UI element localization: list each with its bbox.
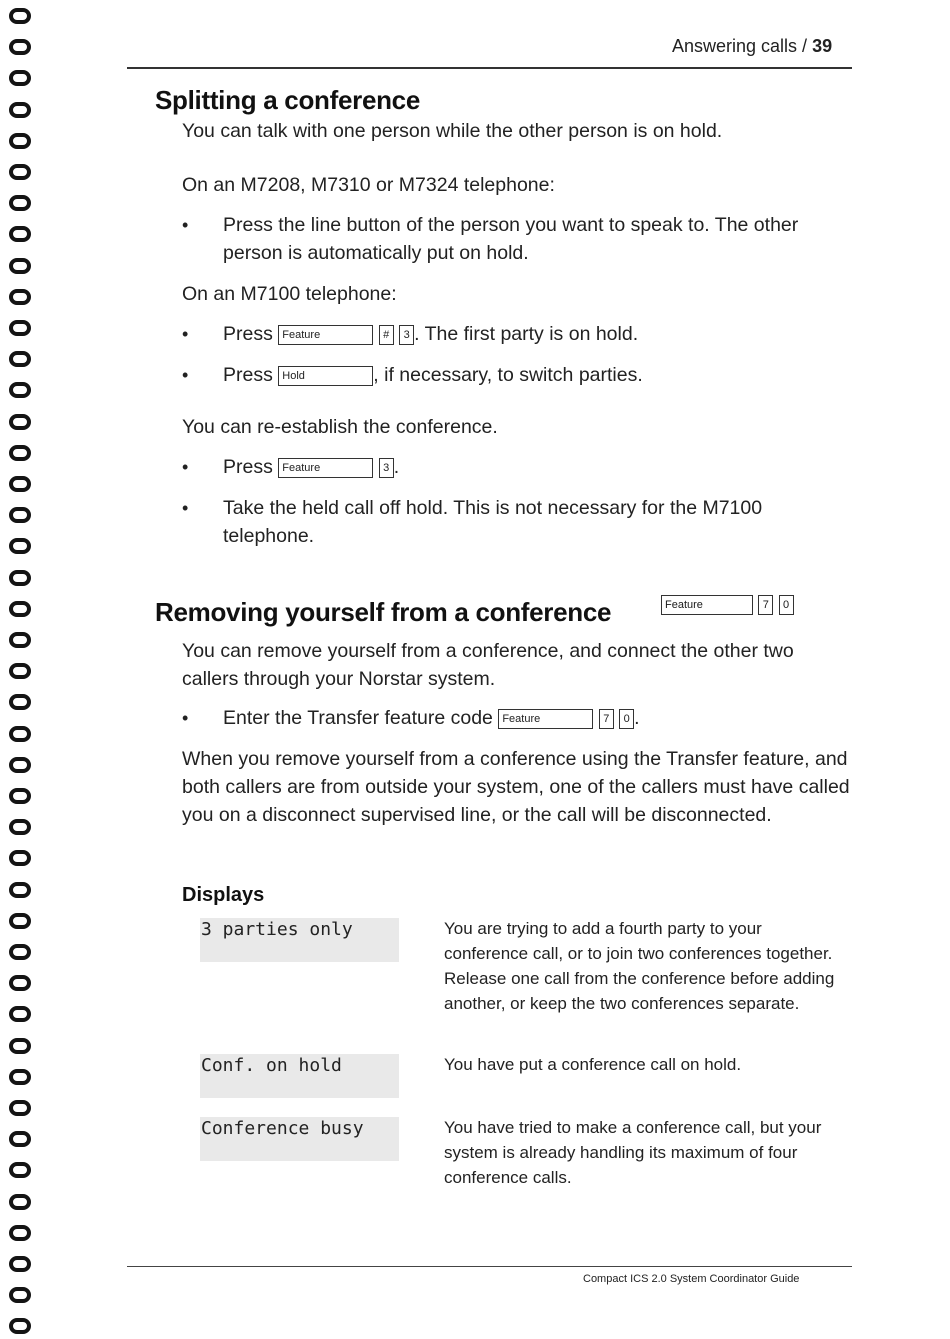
removing-intro: You can remove yourself from a conference, and connect the other two callers through your Norstar system. <box>182 640 794 690</box>
spiral-binding <box>0 0 40 1339</box>
bullet-dot: • <box>182 708 189 728</box>
header-rule <box>127 67 852 69</box>
binding-ring <box>9 726 31 742</box>
removing-feature-code <box>661 594 794 616</box>
hold-key: Hold <box>278 366 373 386</box>
binding-ring <box>9 1069 31 1085</box>
display-description: You are trying to add a fourth party to your conference call, or to join two conferences together. Release one call from the conference before adding another, or keep the two conferences separate. <box>444 919 835 1013</box>
binding-ring <box>9 819 31 835</box>
seven-key: 7 <box>599 709 614 729</box>
binding-ring <box>9 913 31 929</box>
m7100-label: On an M7100 telephone: <box>182 283 397 305</box>
feature-key: Feature <box>278 325 373 345</box>
bullet-text <box>223 453 399 481</box>
binding-ring <box>9 632 31 648</box>
bullet-text: Take the held call off hold. This is not necessary for the M7100 telephone. <box>223 497 763 547</box>
binding-ring <box>9 507 31 523</box>
press-word: Press <box>223 323 273 345</box>
binding-ring <box>9 1006 31 1022</box>
binding-ring <box>9 102 31 118</box>
binding-ring <box>9 382 31 398</box>
binding-ring <box>9 1318 31 1334</box>
lcd-display: Conference busy <box>200 1117 399 1161</box>
binding-ring <box>9 258 31 274</box>
feature-key: Feature <box>278 458 373 478</box>
lcd-display: Conf. on hold <box>200 1054 399 1098</box>
binding-ring <box>9 1287 31 1303</box>
display-description: You have tried to make a conference call, but your system is already handling its maximum of four conference calls. <box>444 1118 822 1187</box>
binding-ring <box>9 1194 31 1210</box>
binding-ring <box>9 70 31 86</box>
displays-heading: Displays <box>182 884 265 906</box>
display-description: You have put a conference call on hold. <box>444 1055 742 1074</box>
bullet-dot: • <box>182 215 189 235</box>
binding-ring <box>9 757 31 773</box>
hash-key: # <box>379 325 394 345</box>
binding-ring <box>9 882 31 898</box>
bullet-dot: • <box>182 498 189 518</box>
footer-rule <box>127 1266 852 1267</box>
binding-ring <box>9 476 31 492</box>
page-number: 39 <box>812 36 833 56</box>
bullet-dot: • <box>182 365 189 385</box>
bullet-after: . <box>634 707 640 729</box>
reestablish-text: You can re-establish the conference. <box>182 416 498 438</box>
binding-ring <box>9 320 31 336</box>
press-word: Press <box>223 456 273 478</box>
lcd-display: 3 parties only <box>200 918 399 962</box>
bullet-text: Press the line button of the person you want to speak to. The other person is automatically put on hold. <box>223 214 799 264</box>
feature-key: Feature <box>498 709 593 729</box>
feature-key: Feature <box>661 595 753 615</box>
header-section: Answering calls / <box>672 36 813 56</box>
binding-ring <box>9 39 31 55</box>
binding-ring <box>9 1038 31 1054</box>
binding-ring <box>9 1225 31 1241</box>
binding-ring <box>9 226 31 242</box>
transfer-text: Enter the Transfer feature code <box>223 707 493 729</box>
zero-key: 0 <box>619 709 634 729</box>
bullet-dot: • <box>182 324 189 344</box>
binding-ring <box>9 133 31 149</box>
bullet-text <box>223 320 638 348</box>
binding-ring <box>9 1162 31 1178</box>
seven-key: 7 <box>758 595 773 615</box>
binding-ring <box>9 975 31 991</box>
binding-ring <box>9 195 31 211</box>
running-header <box>672 36 832 57</box>
binding-ring <box>9 788 31 804</box>
footer-title: Compact ICS 2.0 System Coordinator Guide <box>583 1273 800 1285</box>
binding-ring <box>9 601 31 617</box>
binding-ring <box>9 694 31 710</box>
binding-ring <box>9 351 31 367</box>
transfer-note: When you remove yourself from a conference using the Transfer feature, and both callers are from outside your system, one of the callers must have called you on a disconnect supervised line, or the call will be disconnected. <box>182 748 850 826</box>
bullet-text <box>223 704 640 732</box>
splitting-intro: You can talk with one person while the other person is on hold. <box>182 120 723 142</box>
binding-ring <box>9 538 31 554</box>
section-title-removing: Removing yourself from a conference <box>155 597 612 627</box>
binding-ring <box>9 570 31 586</box>
binding-ring <box>9 1100 31 1116</box>
binding-ring <box>9 8 31 24</box>
zero-key: 0 <box>779 595 794 615</box>
binding-ring <box>9 164 31 180</box>
binding-ring <box>9 1256 31 1272</box>
bullet-after: . The first party is on hold. <box>414 323 639 345</box>
bullet-dot: • <box>182 457 189 477</box>
three-key: 3 <box>379 458 394 478</box>
binding-ring <box>9 445 31 461</box>
binding-ring <box>9 1131 31 1147</box>
binding-ring <box>9 663 31 679</box>
m7208-label: On an M7208, M7310 or M7324 telephone: <box>182 174 555 196</box>
binding-ring <box>9 944 31 960</box>
press-word: Press <box>223 364 273 386</box>
bullet-after: , if necessary, to switch parties. <box>373 364 643 386</box>
bullet-text <box>223 361 643 389</box>
binding-ring <box>9 850 31 866</box>
binding-ring <box>9 289 31 305</box>
three-key: 3 <box>399 325 414 345</box>
binding-ring <box>9 414 31 430</box>
section-title-splitting: Splitting a conference <box>155 85 421 115</box>
bullet-after: . <box>393 456 400 478</box>
